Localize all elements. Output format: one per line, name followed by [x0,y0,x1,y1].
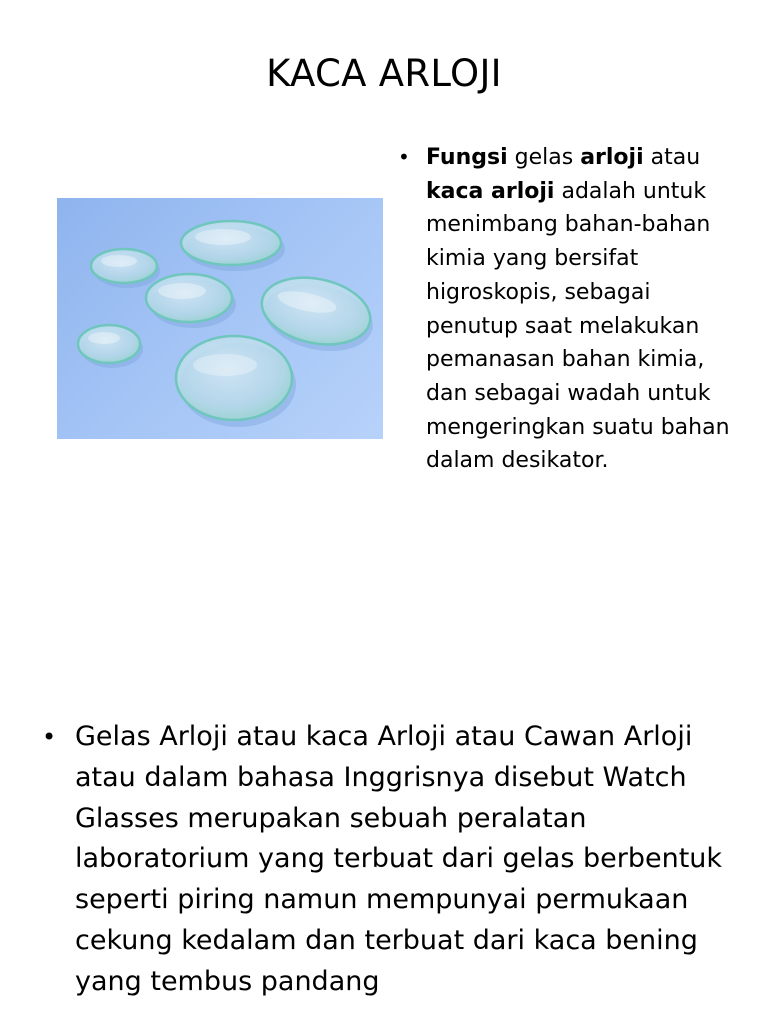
watch-glass [91,249,160,288]
definition-bullet-item [40,717,740,1003]
watch-glass [181,221,285,271]
watch-glass-photo [57,198,383,439]
text-segment: atau [643,145,701,170]
bullet-icon: • [42,723,57,751]
definition-bullet-list [40,717,740,1003]
function-bullet-item [396,141,736,478]
bold-text: kaca arloji [426,178,555,204]
text-segment: adalah untuk menimbang bahan-bahan kimia yang bersifat higroskopis, sebagai penutup saat melakukan pemanasan bahan kimia, dan sebagai wadah untuk mengeringkan suatu bahan dalam desikator. [426,178,730,474]
watch-glass [146,274,236,328]
watch-glass [78,325,143,368]
bold-text: Fungsi [426,145,508,170]
watch-glass-illustration [57,198,383,439]
definition-text: Gelas Arloji atau kaca Arloji atau Cawan Arloji atau dalam bahasa Inggrisnya disebut Watch Glasses merupakan sebuah peralatan laboratorium yang terbuat dari gelas berbentuk seperti piring namun mempunyai permukaan cekung kedalam dan terbuat dari kaca bening yang tembus pandang [75,721,723,997]
text-segment: gelas [507,145,581,170]
function-bullet-list [396,141,736,478]
bullet-icon: • [398,145,410,169]
bold-text: arloji [580,145,644,170]
watch-glass [176,336,296,427]
function-text [426,145,730,473]
slide-title: KACA ARLOJI [266,52,502,95]
